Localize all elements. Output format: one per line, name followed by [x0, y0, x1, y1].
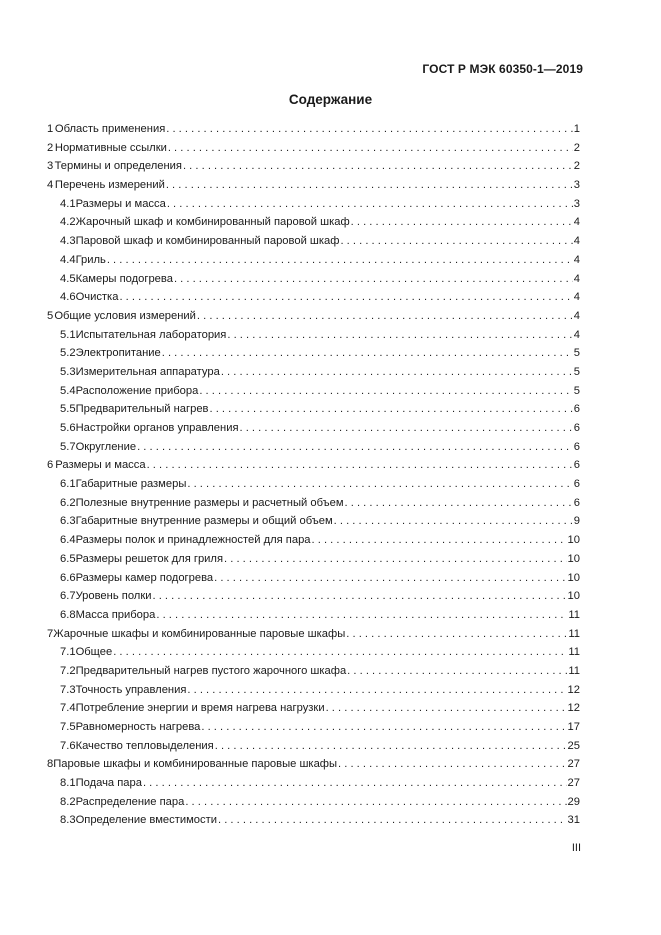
- toc-entry[interactable]: [47, 139, 580, 158]
- toc-dot-leader: [183, 157, 573, 176]
- toc-entry-number: 6.2: [60, 496, 76, 509]
- toc-entry-title: Габаритные размеры: [75, 478, 187, 491]
- toc-dot-leader: [346, 625, 567, 644]
- toc-dot-leader: [167, 195, 573, 214]
- toc-entry-title: Общие условия измерений: [54, 309, 196, 322]
- toc-entry-title: Размеры и масса: [75, 197, 166, 210]
- toc-entry-number: 4.2: [60, 216, 76, 229]
- toc-entry-title: Термины и определения: [54, 160, 182, 173]
- toc-entry-page: 6: [573, 478, 580, 491]
- toc-entry-number: 2: [47, 141, 54, 154]
- toc-dot-leader: [152, 587, 566, 606]
- toc-entry[interactable]: [47, 606, 580, 625]
- toc-dot-leader: [199, 382, 572, 401]
- toc-entry-page: 27: [567, 758, 580, 771]
- toc-entry-number: 5.3: [60, 365, 76, 378]
- toc-dot-leader: [113, 643, 567, 662]
- toc-entry-number: 4.5: [60, 272, 76, 285]
- toc-entry-title: Жарочный шкаф и комбинированный паровой шкаф: [75, 216, 350, 229]
- toc-entry-title: Габаритные внутренние размеры и общий объем: [75, 515, 333, 528]
- toc-entry[interactable]: [47, 400, 580, 419]
- toc-entry[interactable]: [47, 307, 580, 326]
- toc-entry[interactable]: [47, 494, 580, 513]
- page-number: III: [571, 842, 581, 854]
- toc-entry-number: 8.2: [60, 795, 76, 808]
- toc-entry-title: Жарочные шкафы и комбинированные паровые шкафы: [53, 627, 346, 640]
- toc-entry-page: 2: [573, 160, 580, 173]
- toc-entry[interactable]: [47, 531, 580, 550]
- toc-entry-title: Область применения: [54, 123, 166, 135]
- toc-entry-number: 6.4: [60, 534, 76, 547]
- toc-entry-title: Настройки органов управления: [75, 422, 239, 434]
- toc-entry-number: 6.7: [60, 590, 76, 603]
- toc-entry-page: 4: [573, 216, 580, 229]
- toc-dot-leader: [166, 120, 573, 139]
- toc-entry-number: 7.6: [60, 739, 76, 752]
- toc-entry-page: 11: [568, 627, 580, 640]
- toc-entry-number: 5.6: [60, 422, 76, 434]
- toc-dot-leader: [107, 251, 573, 270]
- toc-entry-page: 10: [567, 534, 580, 547]
- toc-entry-title: Потребление энергии и время нагрева нагрузки: [75, 702, 325, 715]
- toc-entry-title: Распределение пара: [75, 795, 185, 808]
- toc-entry-page: 10: [567, 571, 580, 584]
- toc-entry-title: Полезные внутренние размеры и расчетный объем: [75, 496, 344, 509]
- toc-dot-leader: [312, 531, 567, 550]
- toc-entry-number: 8.1: [60, 777, 76, 790]
- toc-entry-number: 5.1: [60, 328, 76, 341]
- toc-entry[interactable]: [47, 270, 580, 289]
- toc-entry[interactable]: [47, 681, 580, 700]
- toc-entry-page: 6: [573, 403, 580, 416]
- toc-entry-page: 4: [573, 272, 580, 285]
- toc-entry-title: Точность управления: [75, 683, 187, 696]
- toc-entry[interactable]: [47, 438, 580, 457]
- toc-entry[interactable]: [47, 512, 580, 531]
- toc-entry-page: 6: [573, 422, 580, 434]
- toc-entry[interactable]: [47, 737, 580, 756]
- toc-entry-title: Очистка: [75, 291, 119, 304]
- toc-entry-title: Равномерность нагрева: [75, 721, 201, 733]
- toc-entry-title: Размеры и масса: [55, 459, 146, 472]
- toc-entry-number: 4.4: [60, 253, 76, 266]
- toc-entry-number: 7.1: [60, 646, 76, 659]
- document-header: ГОСТ Р МЭК 60350-1—2019: [422, 62, 583, 76]
- toc-dot-leader: [174, 270, 573, 289]
- toc-entry[interactable]: [47, 326, 580, 345]
- toc-entry-title: Перечень измерений: [54, 179, 165, 192]
- toc-entry-page: 11: [568, 646, 580, 659]
- toc-entry-number: 6.5: [60, 552, 76, 565]
- toc-entry-number: 5.5: [60, 403, 76, 416]
- toc-entry-number: 5.2: [60, 347, 76, 360]
- toc-entry-page: 2: [573, 141, 580, 154]
- toc-entry-number: 1: [47, 123, 54, 135]
- toc-entry-number: 7: [47, 627, 54, 640]
- toc-dot-leader: [147, 456, 573, 475]
- toc-entry-number: 7.4: [60, 702, 76, 715]
- toc-entry-page: 5: [573, 384, 580, 397]
- toc-entry[interactable]: [47, 475, 580, 494]
- toc-entry-title: Электропитание: [75, 347, 161, 360]
- toc-entry-title: Определение вместимости: [75, 814, 217, 827]
- toc-dot-leader: [137, 438, 573, 457]
- toc-entry-page: 10: [567, 552, 580, 565]
- toc-dot-leader: [338, 755, 567, 774]
- toc-entry-page: 4: [573, 253, 580, 266]
- toc-entry[interactable]: [47, 232, 580, 251]
- toc-entry-page: 4: [573, 291, 580, 304]
- toc-entry-number: 4.3: [60, 235, 76, 248]
- toc-entry-title: Предварительный нагрев: [75, 403, 209, 416]
- toc-dot-leader: [326, 699, 567, 718]
- toc-entry[interactable]: [47, 811, 580, 830]
- toc-entry[interactable]: [47, 643, 580, 662]
- toc-entry-page: 9: [573, 515, 580, 528]
- toc-entry-title: Измерительная аппаратура: [75, 365, 220, 378]
- table-of-contents: [47, 120, 580, 830]
- toc-entry-title: Размеры решеток для гриля: [75, 552, 224, 565]
- toc-dot-leader: [156, 606, 567, 625]
- toc-entry[interactable]: [47, 288, 580, 307]
- toc-entry-page: 5: [573, 365, 580, 378]
- toc-entry-title: Подача пара: [75, 777, 142, 790]
- toc-entry[interactable]: [47, 363, 580, 382]
- toc-entry-page: 4: [573, 235, 580, 248]
- toc-entry-title: Предварительный нагрев пустого жарочного шкафа: [75, 664, 347, 677]
- toc-dot-leader: [218, 811, 567, 830]
- toc-entry[interactable]: [47, 251, 580, 270]
- toc-dot-leader: [351, 213, 573, 232]
- toc-entry[interactable]: [47, 793, 580, 812]
- toc-entry[interactable]: [47, 774, 580, 793]
- toc-entry-page: 6: [573, 496, 580, 509]
- toc-entry-page: 31: [567, 814, 580, 827]
- toc-entry-page: 25: [567, 739, 580, 752]
- toc-entry-page: 4: [573, 309, 580, 322]
- toc-entry-title: Масса прибора: [75, 608, 156, 621]
- toc-dot-leader: [334, 512, 573, 531]
- toc-entry-number: 6.6: [60, 571, 76, 584]
- toc-entry-title: Общее: [75, 646, 113, 659]
- toc-entry[interactable]: [47, 213, 580, 232]
- toc-entry-number: 6.8: [60, 608, 76, 621]
- toc-dot-leader: [214, 569, 566, 588]
- toc-dot-leader: [201, 718, 566, 737]
- toc-dot-leader: [340, 232, 572, 251]
- toc-dot-leader: [240, 419, 573, 438]
- toc-entry-number: 8.3: [60, 814, 76, 827]
- toc-dot-leader: [227, 326, 572, 345]
- toc-entry-page: 29: [567, 795, 580, 808]
- toc-dot-leader: [215, 737, 567, 756]
- toc-dot-leader: [185, 793, 566, 812]
- toc-dot-leader: [197, 307, 573, 326]
- page-title: Содержание: [288, 92, 373, 107]
- toc-entry-number: 4: [47, 179, 54, 192]
- toc-entry-title: Округление: [75, 440, 137, 453]
- toc-entry-number: 5.4: [60, 384, 76, 397]
- toc-entry[interactable]: [47, 550, 580, 569]
- toc-entry[interactable]: [47, 382, 580, 401]
- toc-entry-number: 5.7: [60, 440, 76, 453]
- toc-entry-number: 5: [47, 309, 54, 322]
- toc-entry-title: Паровые шкафы и комбинированные паровые шкафы: [53, 758, 338, 771]
- toc-entry-title: Расположение прибора: [75, 384, 199, 397]
- toc-entry-number: 7.3: [60, 683, 76, 696]
- toc-entry-page: 6: [573, 440, 580, 453]
- toc-entry[interactable]: [47, 755, 580, 774]
- toc-entry-number: 7.2: [60, 664, 76, 677]
- toc-entry[interactable]: [47, 456, 580, 475]
- toc-entry-number: 6.1: [60, 478, 76, 491]
- toc-entry-page: 1: [573, 123, 580, 135]
- toc-dot-leader: [166, 176, 573, 195]
- toc-entry-page: 12: [567, 702, 580, 715]
- toc-entry-page: 5: [573, 347, 580, 360]
- toc-entry-title: Уровень полки: [75, 590, 152, 603]
- toc-dot-leader: [224, 550, 567, 569]
- toc-dot-leader: [221, 363, 573, 382]
- toc-dot-leader: [162, 344, 573, 363]
- toc-dot-leader: [119, 288, 572, 307]
- toc-dot-leader: [345, 494, 573, 513]
- toc-dot-leader: [143, 774, 567, 793]
- toc-entry[interactable]: [47, 718, 580, 737]
- toc-entry[interactable]: [47, 662, 580, 681]
- toc-entry[interactable]: [47, 699, 580, 718]
- toc-entry-number: 6.3: [60, 515, 76, 528]
- toc-entry[interactable]: [47, 157, 580, 176]
- toc-dot-leader: [210, 400, 573, 419]
- toc-entry-title: Испытательная лаборатория: [75, 328, 227, 341]
- toc-entry-page: 4: [573, 328, 580, 341]
- toc-entry[interactable]: [47, 569, 580, 588]
- toc-entry-title: Размеры камер подогрева: [75, 571, 214, 584]
- toc-entry[interactable]: [47, 625, 580, 644]
- toc-entry-page: 27: [567, 777, 580, 790]
- toc-entry-title: Гриль: [75, 253, 106, 266]
- toc-entry-number: 4.1: [60, 197, 76, 210]
- toc-entry[interactable]: [47, 587, 580, 606]
- toc-dot-leader: [347, 662, 567, 681]
- toc-entry-page: 11: [568, 608, 580, 621]
- toc-entry[interactable]: [47, 344, 580, 363]
- toc-entry[interactable]: [47, 176, 580, 195]
- toc-dot-leader: [187, 475, 572, 494]
- toc-entry-title: Паровой шкаф и комбинированный паровой шкаф: [75, 235, 340, 248]
- toc-entry-number: 4.6: [60, 291, 76, 304]
- toc-entry-number: 7.5: [60, 721, 76, 733]
- toc-entry-page: 11: [568, 664, 580, 677]
- toc-dot-leader: [187, 681, 566, 700]
- toc-entry[interactable]: [47, 120, 580, 139]
- toc-entry-page: 6: [573, 459, 580, 472]
- toc-entry[interactable]: [47, 195, 580, 214]
- toc-dot-leader: [168, 139, 573, 158]
- toc-entry-page: 12: [567, 683, 580, 696]
- toc-entry-title: Нормативные ссылки: [54, 141, 167, 154]
- toc-entry-page: 3: [573, 179, 580, 192]
- toc-entry-number: 3: [47, 160, 54, 173]
- toc-entry-title: Камеры подогрева: [75, 272, 173, 285]
- toc-entry-page: 10: [567, 590, 580, 603]
- toc-entry-title: Качество тепловыделения: [75, 739, 214, 752]
- toc-entry-page: 3: [573, 197, 580, 210]
- toc-entry-page: 17: [567, 721, 580, 733]
- toc-entry-number: 6: [47, 459, 54, 472]
- toc-entry-title: Размеры полок и принадлежностей для пара: [75, 534, 311, 547]
- toc-entry-number: 8: [47, 758, 54, 771]
- toc-entry[interactable]: [47, 419, 580, 438]
